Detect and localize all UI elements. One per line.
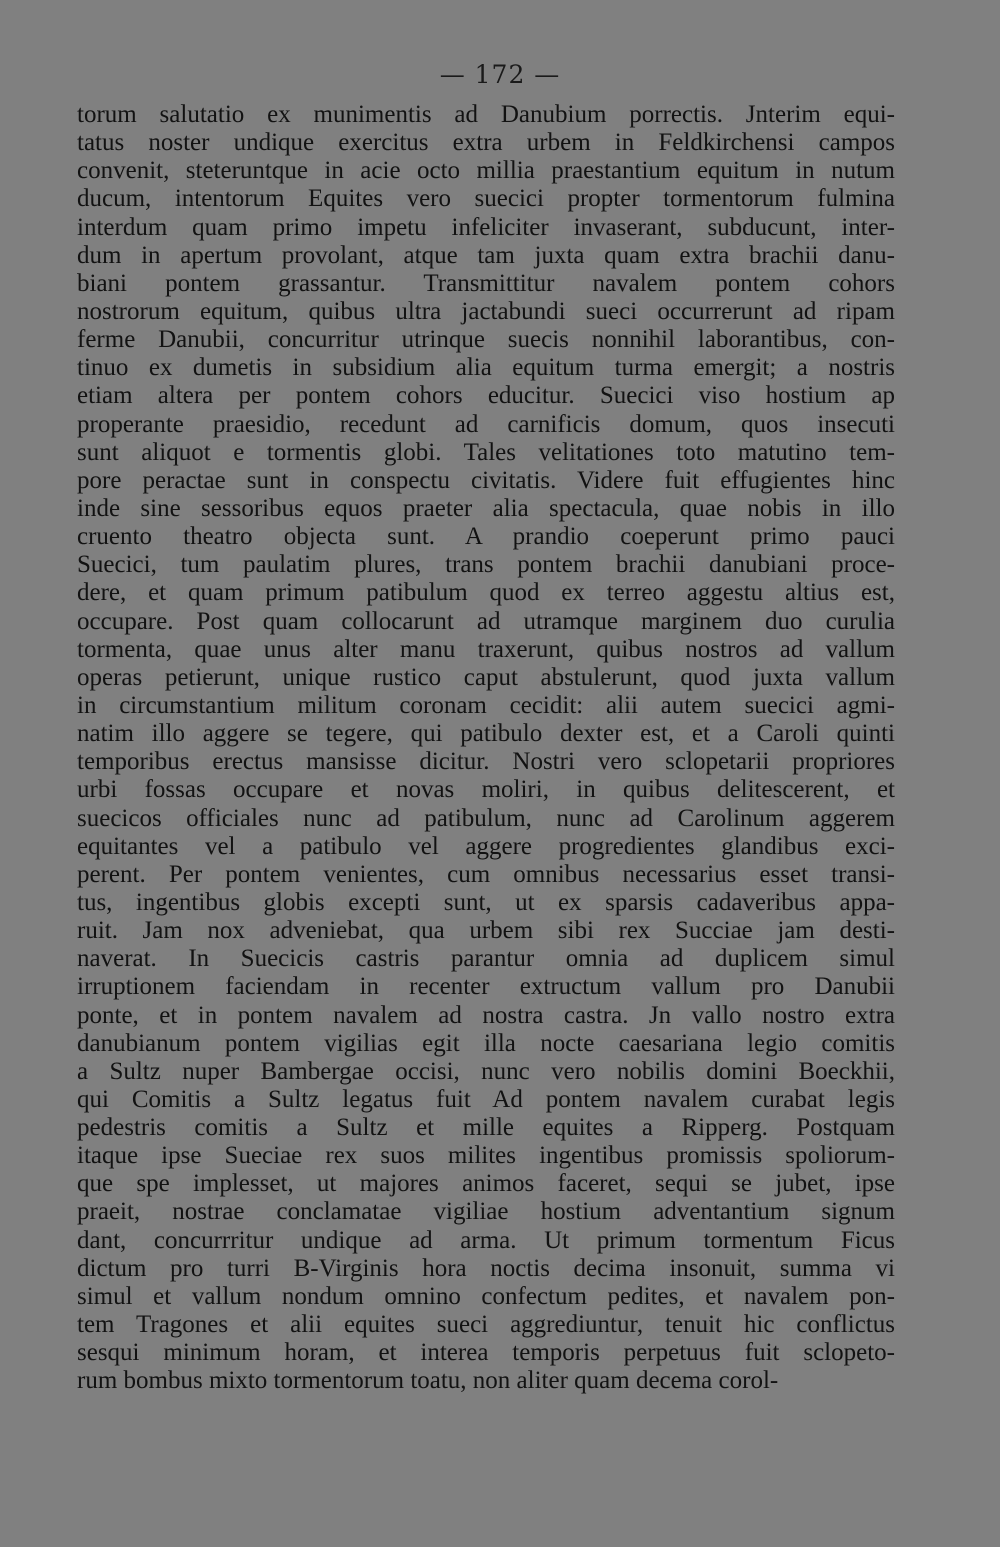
- text-line: natim illo aggere se tegere, qui patibulo dexter est, et a Caroli quinti: [77, 720, 895, 748]
- text-line: ruit. Jam nox adveniebat, qua urbem sibi rex Succiae jam desti-: [77, 917, 895, 945]
- text-line: tormenta, quae unus alter manu traxerunt, quibus nostros ad vallum: [77, 635, 895, 663]
- text-line: qui Comitis a Sultz legatus fuit Ad pontem navalem curabat legis: [77, 1085, 895, 1113]
- text-line: convenit, steteruntque in acie octo millia praestantium equitum in nutum: [77, 157, 895, 185]
- text-line: naverat. In Suecicis castris parantur omnia ad duplicem simul: [77, 945, 895, 973]
- text-line: sesqui minimum horam, et interea temporis perpetuus fuit sclopeto-: [77, 1339, 895, 1367]
- text-line: torum salutatio ex munimentis ad Danubium porrectis. Jnterim equi-: [77, 101, 895, 128]
- text-line: tinuo ex dumetis in subsidium alia equitum turma emergit; a nostris: [77, 354, 895, 382]
- text-line: occupare. Post quam collocarunt ad utramque marginem duo curulia: [77, 607, 895, 635]
- text-line: biani pontem grassantur. Transmittitur navalem pontem cohors: [77, 269, 895, 297]
- text-line: urbi fossas occupare et novas moliri, in quibus delitescerent, et: [77, 776, 895, 804]
- text-line: equitantes vel a patibulo vel aggere progredientes glandibus exci-: [77, 832, 895, 860]
- text-line: in circumstantium militum coronam cecidit: alii autem suecici agmi-: [77, 691, 895, 719]
- text-line: Suecici, tum paulatim plures, trans pontem brachii danubiani proce-: [77, 551, 895, 579]
- text-line: tem Tragones et alii equites sueci aggrediuntur, tenuit hic conflictus: [77, 1311, 895, 1339]
- text-line: dere, et quam primum patibulum quod ex terreo aggestu altius est,: [77, 579, 895, 607]
- text-line: etiam altera per pontem cohors educitur. Suecici viso hostium ap: [77, 382, 895, 410]
- text-line: praeit, nostrae conclamatae vigiliae hostium adventantium signum: [77, 1198, 895, 1226]
- text-line: que spe implesset, ut majores animos faceret, sequi se jubet, ipse: [77, 1170, 895, 1198]
- text-line: pedestris comitis a Sultz et mille equites a Ripperg. Postquam: [77, 1114, 895, 1142]
- text-line: inde sine sessoribus equos praeter alia spectacula, quae nobis in illo: [77, 494, 895, 522]
- text-line: danubianum pontem vigilias egit illa nocte caesariana legio comitis: [77, 1029, 895, 1057]
- text-line: simul et vallum nondum omnino confectum pedites, et navalem pon-: [77, 1282, 895, 1310]
- text-line: suecicos officiales nunc ad patibulum, nunc ad Carolinum aggerem: [77, 804, 895, 832]
- text-line: a Sultz nuper Bambergae occisi, nunc vero nobilis domini Boeckhii,: [77, 1057, 895, 1085]
- page-number: — 172 —: [439, 60, 561, 89]
- text-line: operas petierunt, unique rustico caput abstulerunt, quod juxta vallum: [77, 663, 895, 691]
- text-line: tus, ingentibus globis excepti sunt, ut ex sparsis cadaveribus appa-: [77, 888, 895, 916]
- text-line: ducum, intentorum Equites vero suecici propter tormentorum fulmina: [77, 185, 895, 213]
- text-line: temporibus erectus mansisse dicitur. Nostri vero sclopetarii propriores: [77, 748, 895, 776]
- body-text: [77, 101, 895, 1395]
- text-line: sunt aliquot e tormentis globi. Tales velitationes toto matutino tem-: [77, 438, 895, 466]
- text-line: dictum pro turri B-Virginis hora noctis decima insonuit, summa vi: [77, 1254, 895, 1282]
- text-line: pore peractae sunt in conspectu civitatis. Videre fuit effugientes hinc: [77, 466, 895, 494]
- text-line: tatus noster undique exercitus extra urbem in Feldkirchensi campos: [77, 129, 895, 157]
- text-line: cruento theatro objecta sunt. A prandio coeperunt primo pauci: [77, 523, 895, 551]
- text-line: irruptionem faciendam in recenter extructum vallum pro Danubii: [77, 973, 895, 1001]
- text-line: ferme Danubii, concurritur utrinque suecis nonnihil laborantibus, con-: [77, 326, 895, 354]
- text-line: dum in apertum provolant, atque tam juxta quam extra brachii danu-: [77, 241, 895, 269]
- text-line: rum bombus mixto tormentorum toatu, non aliter quam decema corol-: [77, 1367, 779, 1395]
- text-line: nostrorum equitum, quibus ultra jactabundi sueci occurrerunt ad ripam: [77, 297, 895, 325]
- text-line: dant, concurrritur undique ad arma. Ut primum tormentum Ficus: [77, 1226, 895, 1254]
- text-line: properante praesidio, recedunt ad carnificis domum, quos insecuti: [77, 410, 895, 438]
- text-line: perent. Per pontem venientes, cum omnibus necessarius esset transi-: [77, 860, 895, 888]
- text-line: ponte, et in pontem navalem ad nostra castra. Jn vallo nostro extra: [77, 1001, 895, 1029]
- text-line: itaque ipse Sueciae rex suos milites ingentibus promissis spoliorum-: [77, 1142, 895, 1170]
- text-line: interdum quam primo impetu infeliciter invaserant, subducunt, inter-: [77, 213, 895, 241]
